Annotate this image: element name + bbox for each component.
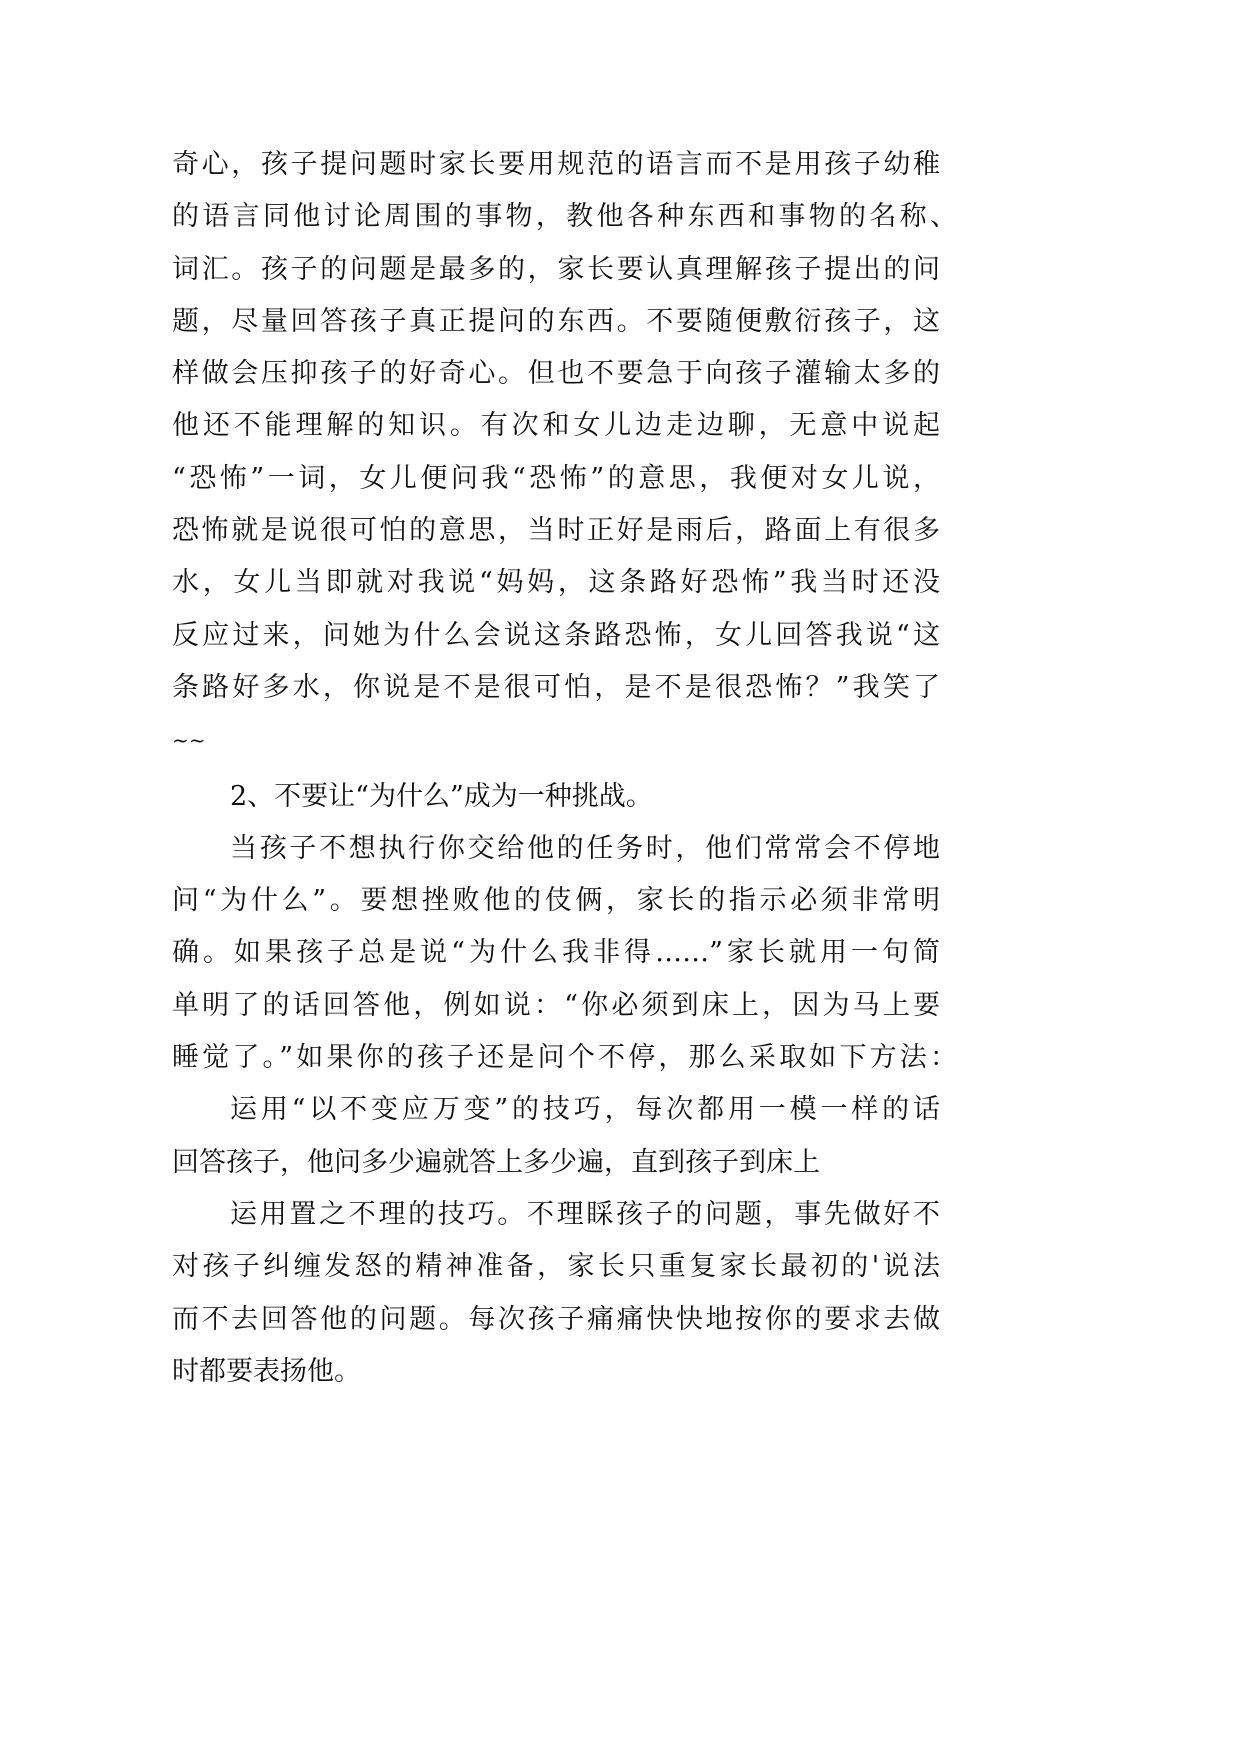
text-line: 运用置之不理的技巧。不理睬孩子的问题，事先做好不 bbox=[230, 1198, 940, 1230]
text-line: 题，尽量回答孩子真正提问的东西。不要随便敷衍孩子，这 bbox=[172, 305, 940, 337]
text-line: 单明了的话回答他，例如说：“你必须到床上，因为马上要 bbox=[172, 989, 940, 1021]
section-heading: 2、不要让“为什么”成为一种挑战。 bbox=[230, 780, 653, 812]
paragraph-method-1 bbox=[172, 1084, 940, 1189]
paragraph-story bbox=[172, 139, 957, 767]
text-line: 运用“以不变应万变”的技巧，每次都用一模一样的话 bbox=[230, 1094, 940, 1126]
document-page bbox=[172, 139, 957, 1398]
text-line: 反应过来，问她为什么会说这条路恐怖，女儿回答我说“这 bbox=[172, 619, 940, 651]
text-line: 的语言同他讨论周围的事物，教他各种东西和事物的名称、 bbox=[172, 201, 957, 233]
text-line: 奇心，孩子提问题时家长要用规范的语言而不是用孩子幼稚 bbox=[172, 149, 940, 180]
text-line: 问“为什么”。要想挫败他的伎俩，家长的指示必须非常明 bbox=[172, 885, 940, 917]
text-line: 时都要表扬他。 bbox=[172, 1355, 361, 1387]
text-line: ~~ bbox=[172, 728, 206, 753]
text-line: 确。如果孩子总是说“为什么我非得……”家长就用一句简 bbox=[172, 937, 940, 969]
text-line: 当孩子不想执行你交给他的任务时，他们常常会不停地 bbox=[230, 832, 940, 864]
text-line: “恐怖”一词，女儿便问我“恐怖”的意思，我便对女儿说， bbox=[172, 462, 940, 494]
text-line: 而不去回答他的问题。每次孩子痛痛快快地按你的要求去做 bbox=[172, 1303, 940, 1335]
text-line: 水，女儿当即就对我说“妈妈，这条路好恐怖”我当时还没 bbox=[172, 567, 940, 599]
text-line: 恐怖就是说很可怕的意思，当时正好是雨后，路面上有很多 bbox=[172, 515, 940, 547]
text-line: 他还不能理解的知识。有次和女儿边走边聊，无意中说起 bbox=[172, 410, 940, 442]
text-line: 样做会压抑孩子的好奇心。但也不要急于向孩子灌输太多的 bbox=[172, 358, 940, 390]
text-line: 回答孩子，他问多少遍就答上多少遍，直到孩子到床上 bbox=[172, 1146, 820, 1178]
paragraph-method-2 bbox=[172, 1189, 940, 1398]
text-line: 睡觉了。”如果你的孩子还是问个不停，那么采取如下方法： bbox=[172, 1042, 957, 1074]
paragraph-why bbox=[172, 823, 957, 1084]
text-line: 词汇。孩子的问题是最多的，家长要认真理解孩子提出的问 bbox=[172, 253, 940, 285]
text-line: 对孩子纠缠发怒的精神准备，家长只重复家长最初的'说法 bbox=[172, 1251, 940, 1283]
text-line: 条路好多水，你说是不是很可怕，是不是很恐怖？”我笑了 bbox=[172, 671, 940, 703]
